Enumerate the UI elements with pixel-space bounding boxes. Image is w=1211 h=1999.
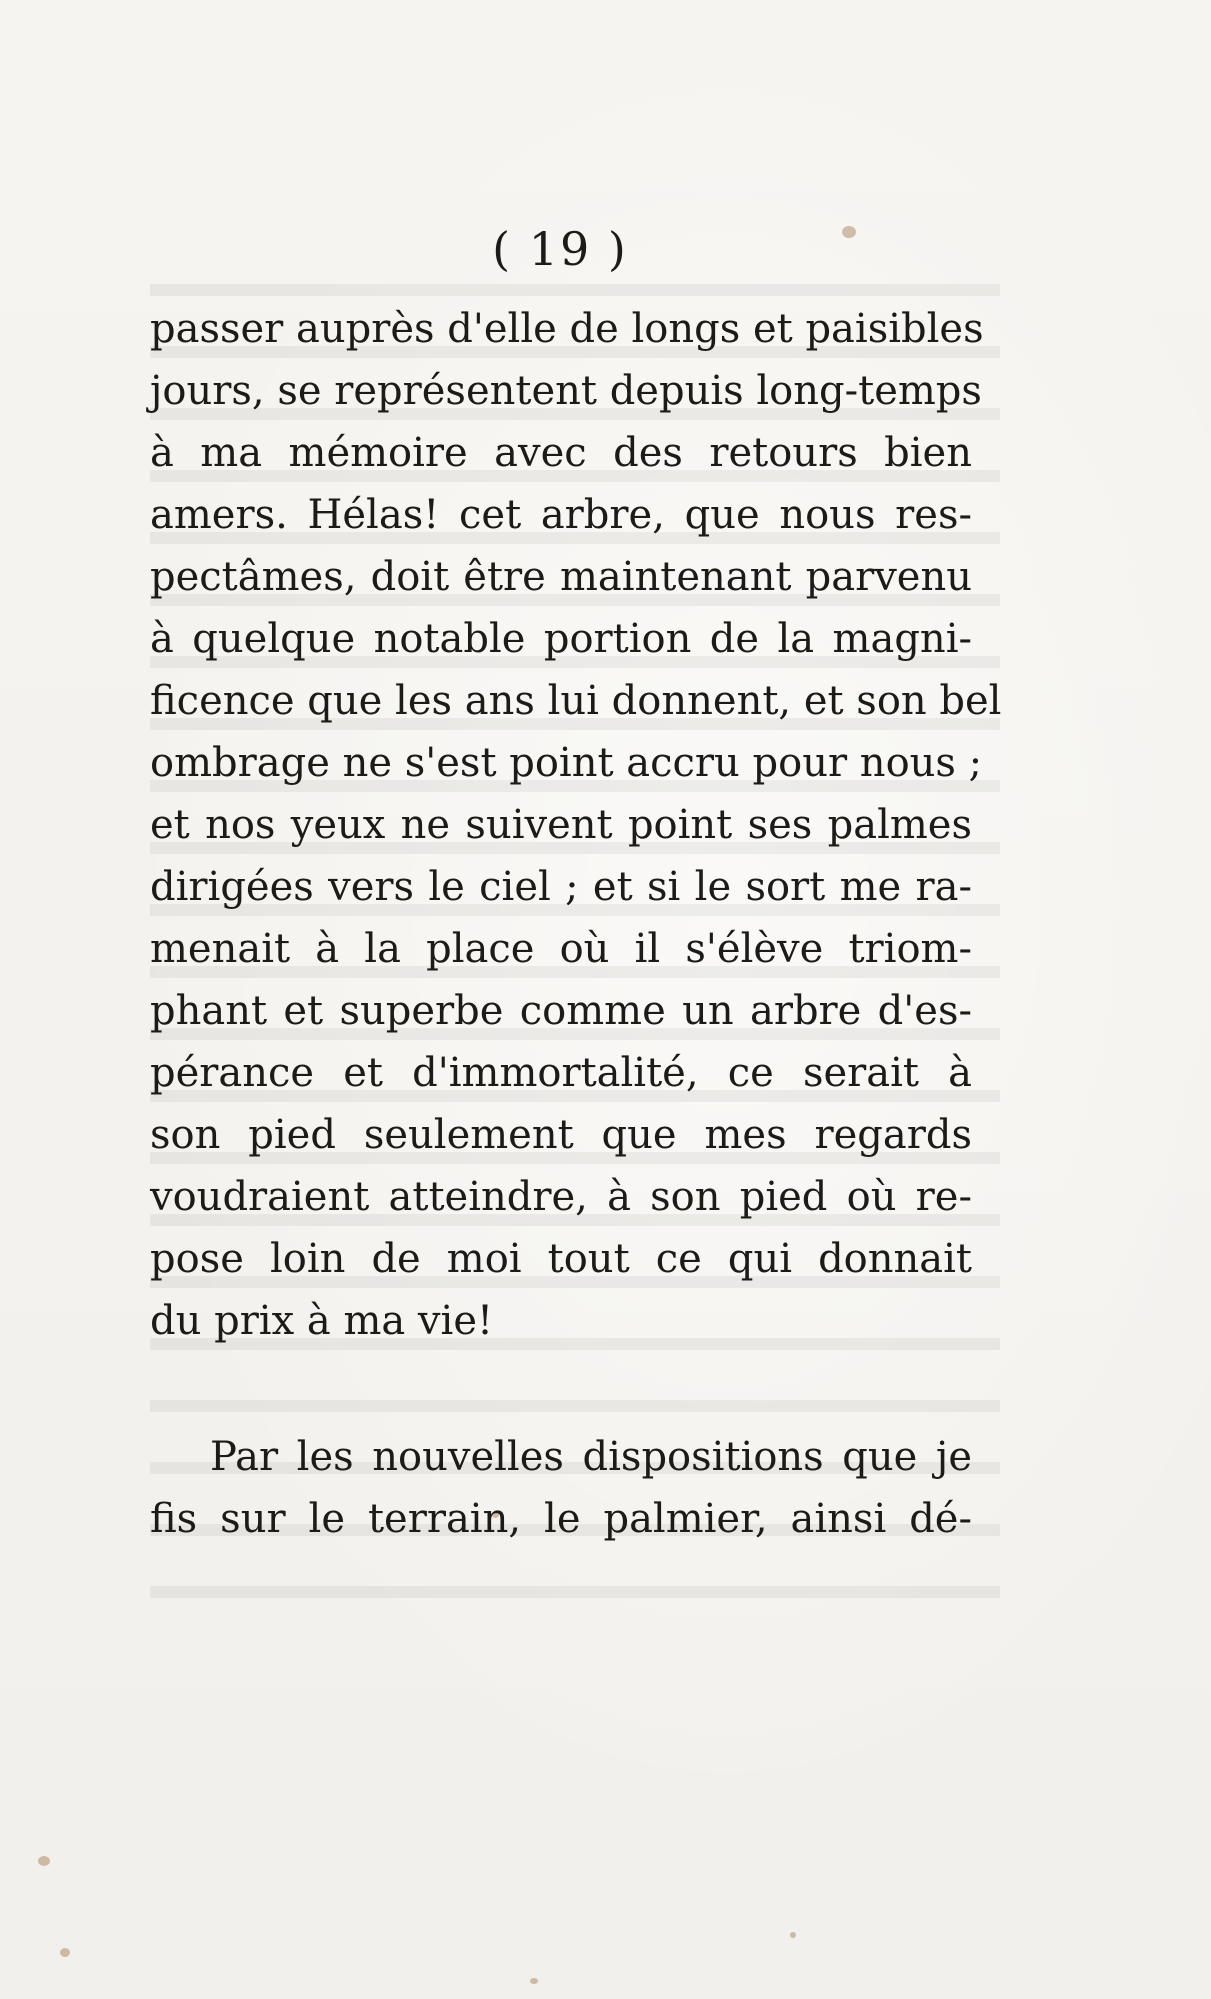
text-line: du prix à ma vie!: [150, 1298, 494, 1344]
text-line: à ma mémoire avec des retours bien: [150, 430, 972, 476]
paper-speck: [530, 1978, 538, 1984]
paper-speck: [60, 1948, 70, 1957]
text-line: passer auprès d'elle de longs et paisibles: [150, 306, 984, 352]
text-line: pérance et d'immortalité, ce serait à: [150, 1050, 972, 1096]
paragraph-gap: [150, 1352, 972, 1426]
text-line: voudraient atteindre, à son pied où re-: [150, 1174, 972, 1220]
text-line: et nos yeux ne suivent point ses palmes: [150, 802, 972, 848]
paper-speck: [790, 1932, 796, 1938]
text-line: à quelque notable portion de la magni-: [150, 616, 972, 662]
paragraph-1: [150, 298, 1002, 1352]
text-line: ombrage ne s'est point accru pour nous ;: [150, 740, 983, 786]
paper-speck: [38, 1856, 50, 1866]
text-line: fis sur le terrain, le palmier, ainsi dé-: [150, 1496, 972, 1542]
text-line: amers. Hélas! cet arbre, que nous res-: [150, 492, 972, 538]
text-line: ficence que les ans lui donnent, et son bel: [150, 678, 1002, 724]
text-line: son pied seulement que mes regards: [150, 1112, 972, 1158]
text-line: pectâmes, doit être maintenant parvenu: [150, 554, 972, 600]
paragraph-2: [150, 1426, 972, 1550]
text-line: menait à la place où il s'élève triom-: [150, 926, 972, 972]
text-line: Par les nouvelles dispositions que je: [210, 1434, 972, 1480]
text-line: pose loin de moi tout ce qui donnait: [150, 1236, 972, 1282]
body-text: [150, 298, 1002, 1550]
page-number: ( 19 ): [492, 222, 628, 276]
text-line: dirigées vers le ciel ; et si le sort me ra-: [150, 864, 972, 910]
text-line: jours, se représentent depuis long-temps: [150, 368, 982, 414]
text-line: phant et superbe comme un arbre d'es-: [150, 988, 972, 1034]
